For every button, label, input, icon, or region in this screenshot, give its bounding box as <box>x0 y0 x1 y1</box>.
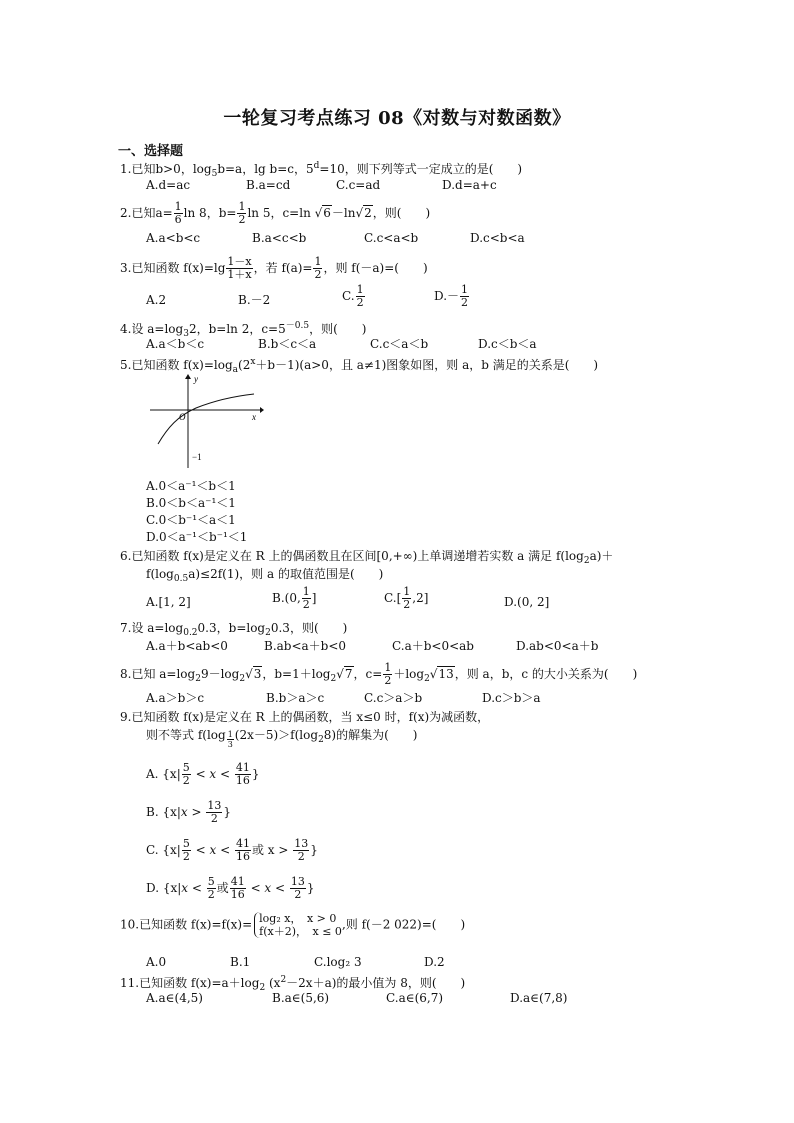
question-2-stem: 2.已知a= $\frac{1}{6}$ ln 8，b= $\frac{1}{2}$ ln 5，c=ln √6－ln√2，则( ) <box>120 200 431 226</box>
q11-option-a: A.a∈(4,5) <box>146 991 203 1005</box>
question-11-stem: 11.已知函数 $f(x)=a+\log_2$ $(x^2-2x+a)$的最小值为 8，则( ) <box>120 975 466 993</box>
q4-option-d: D.c＜b＜a <box>478 337 537 351</box>
x-axis-label: x <box>252 412 256 422</box>
question-7-stem: 7.设 $a=\log_{0.2}0.3$，$b=\log_20.3$，则( ) <box>120 621 348 638</box>
q6-option-d: D.(0, 2] <box>504 595 550 609</box>
y-tick-label: −1 <box>192 452 202 462</box>
q3-option-a: A.2 <box>146 293 167 307</box>
q8-option-a: A.a＞b＞c <box>146 691 205 705</box>
q10-option-b: B.1 <box>230 955 251 969</box>
q9-option-c: C. {x| $\frac{5}{2}$ < x < $\frac{41}{16}$ 或 x > $\frac{13}{2}$ } <box>146 837 318 863</box>
q9-option-d: D. {x|x < $\frac{5}{2}$ 或 $\frac{41}{16}$ < x < $\frac{13}{2}$ } <box>146 875 315 901</box>
q2-option-d: D.c<b<a <box>470 231 525 245</box>
question-5-stem: 5.已知函数 $f(x)=\log_a(2^x+b-1)(a>0$，且 a≠1)图象如图，则 a，b 满足的关系是( ) <box>120 357 599 375</box>
q8-option-c: C.c＞a＞b <box>364 691 423 705</box>
q3-option-b: B.－2 <box>238 293 271 307</box>
question-10-stem: 10.已知函数 f(x)=f(x)= log₂ x， x > 0 f(x＋2)， x ≤ 0 ,则 f(－2 022)=( ) <box>120 912 466 938</box>
q7-option-d: D.ab<0<a＋b <box>516 639 599 653</box>
question-9-line-1: 9.已知函数 f(x)是定义在 R 上的偶函数，当 x≤0 时，f(x)为减函数， <box>120 710 490 724</box>
q9-option-a: A. {x| $\frac{5}{2}$ < x < $\frac{41}{16}$ } <box>146 761 260 787</box>
q10-option-d: D.2 <box>424 955 445 969</box>
q2-option-b: B.a<c<b <box>252 231 307 245</box>
question-8-stem: 8.已知 $a=\log_29-\log_2√3$，$b=1+\log_2√7$，c= $\frac{1}{2}$ $+\log_2√13$，则 a，b，c 的大小关系为( ) <box>120 661 638 687</box>
section-heading: 一、选择题 <box>118 144 184 159</box>
q6-option-b: B.(0, $\frac{1}{2}$ ] <box>272 585 317 611</box>
q11-option-b: B.a∈(5,6) <box>272 991 330 1005</box>
q5-option-c: C.0＜b⁻¹＜a＜1 <box>146 513 236 527</box>
q4-option-c: C.c＜a＜b <box>370 337 429 351</box>
q1-option-a: A.d=ac <box>146 178 191 192</box>
q11-option-d: D.a∈(7,8) <box>510 991 568 1005</box>
q4-option-b: B.b＜c＜a <box>258 337 317 351</box>
x-axis-arrow <box>260 407 264 413</box>
q7-option-b: B.ab<a＋b<0 <box>264 639 347 653</box>
page-title: 一轮复习考点练习 08《对数与对数函数》 <box>223 108 571 129</box>
question-3-stem: 3.已知函数 f(x)=lg $\frac{1-x}{1+x}$ ，若 f(a)= $\frac{1}{2}$ ，则 f(－a)=( ) <box>120 255 428 281</box>
q10-option-c: C.log₂ 3 <box>314 955 362 969</box>
q11-option-c: C.a∈(6,7) <box>386 991 444 1005</box>
q6-option-c: C.[ $\frac{1}{2}$ ,2] <box>384 585 429 611</box>
question-9-line-2: 则不等式 f(log $\frac{1}{3}$ $(2x-5)>f(\log_28)$的解集为( ) <box>146 728 418 749</box>
q4-option-a: A.a＜b＜c <box>146 337 205 351</box>
question-6-line-2: $f(\log_{0.5}a)\le 2f(1)$，则 a 的取值范围是( ) <box>146 567 384 584</box>
q1-option-b: B.a=cd <box>246 178 291 192</box>
q8-option-d: D.c＞b＞a <box>482 691 541 705</box>
q3-option-d: D.－ $\frac{1}{2}$ <box>434 283 469 309</box>
log-curve <box>158 394 254 444</box>
origin-label: O <box>179 412 186 422</box>
question-4-stem: 4.设 $a=\log_32$，b=ln 2，$c=5^{-0.5}$，则( ) <box>120 321 367 339</box>
q7-option-a: A.a＋b<ab<0 <box>146 639 228 653</box>
q10-option-a: A.0 <box>146 955 167 969</box>
q1-option-c: C.c=ad <box>336 178 381 192</box>
question-6-line-1: 6.已知函数 f(x)是定义在 R 上的偶函数且在区间[0,+∞)上单调递增若实数 a 满足 $f(\log_2a)+$ <box>120 549 614 566</box>
q5-option-a: A.0＜a⁻¹＜b＜1 <box>146 479 236 493</box>
q1-option-d: D.d=a+c <box>442 178 497 192</box>
q2-option-a: A.a<b<c <box>146 231 201 245</box>
q9-option-b: B. {x|x > $\frac{13}{2}$ } <box>146 799 231 825</box>
q8-option-b: B.b＞a＞c <box>266 691 325 705</box>
piecewise-brace: log₂ x， x > 0 f(x＋2)， x ≤ 0 <box>254 912 342 938</box>
q7-option-c: C.a＋b<0<ab <box>392 639 474 653</box>
function-graph <box>146 372 264 472</box>
y-axis-arrow <box>185 374 191 379</box>
y-axis-label: y <box>194 374 198 384</box>
q2-option-c: C.c<a<b <box>364 231 419 245</box>
q6-option-a: A.[1, 2] <box>146 595 191 609</box>
q5-option-b: B.0＜b＜a⁻¹＜1 <box>146 496 236 510</box>
q5-option-d: D.0＜a⁻¹＜b⁻¹＜1 <box>146 530 248 544</box>
q3-option-c: C. $\frac{1}{2}$ <box>342 283 364 309</box>
question-1-stem: 1.已知b>0，$\log_5b=a$，lg b=c，$5^d=10$，则下列等式一定成立的是( ) <box>120 161 523 179</box>
